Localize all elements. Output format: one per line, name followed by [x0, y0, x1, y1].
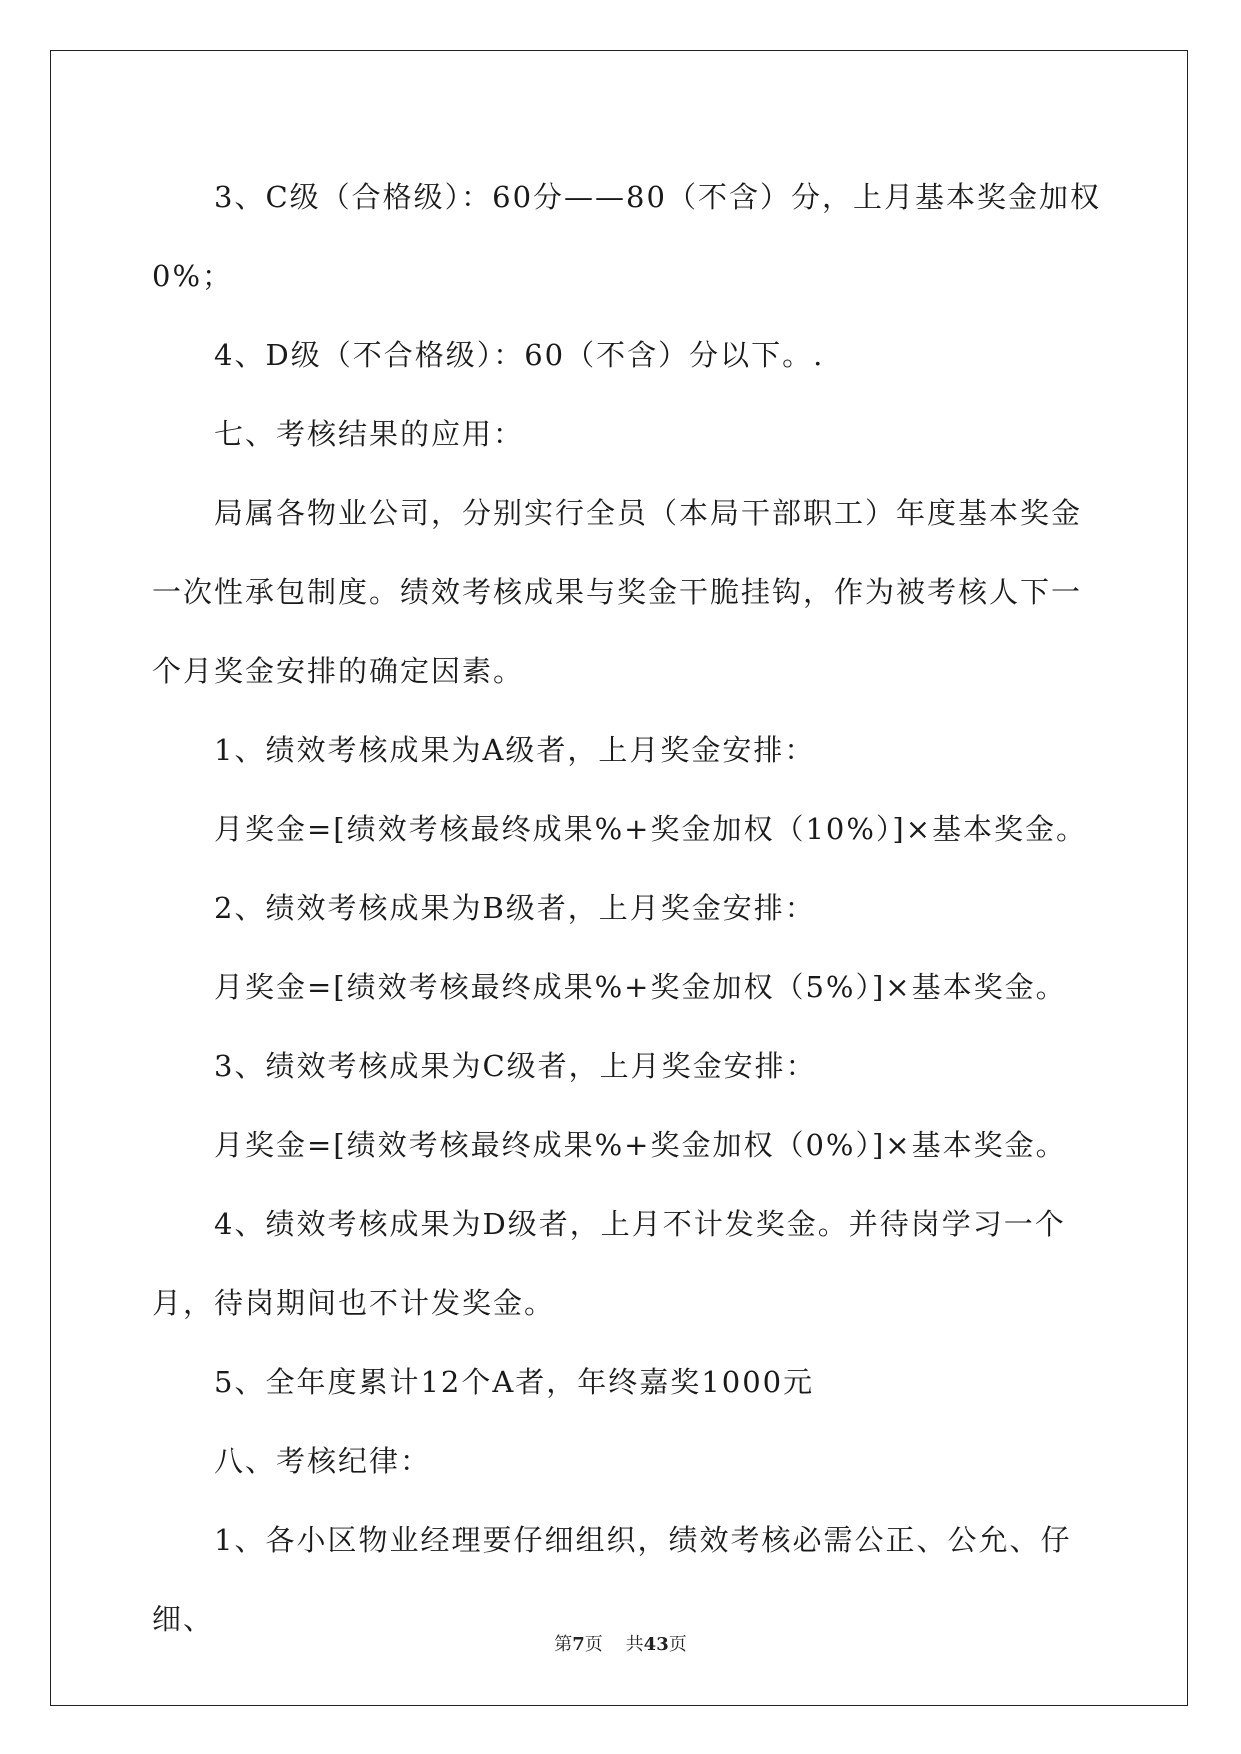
paragraph-annual-award: 5、全年度累计12个A者，年终嘉奖1000元	[214, 1365, 815, 1399]
paragraph-grade-d-rule: 4、绩效考核成果为D级者，上月不计发奖金。并待岗学习一个月，待岗期间也不计发奖金。	[152, 1207, 1066, 1320]
paragraph-bonus-policy: 局属各物业公司，分别实行全员（本局干部职工）年度基本奖金一次性承包制度。绩效考核成果与奖金干脆挂钩，作为被考核人下一个月奖金安排的确定因素。	[152, 496, 1083, 688]
paragraph-grade-c-rule: 3、绩效考核成果为C级者，上月奖金安排：	[214, 1049, 817, 1083]
page-footer	[0, 1630, 1241, 1656]
formula-grade-b: 月奖金=[绩效考核最终成果%+奖金加权（5%）]×基本奖金。	[214, 970, 1067, 1004]
paragraph-grade-a-rule: 1、绩效考核成果为A级者，上月奖金安排：	[214, 733, 816, 767]
section-heading-results-application: 七、考核结果的应用：	[214, 417, 525, 451]
page-label-suffix: 页	[584, 1634, 603, 1655]
document-body	[152, 158, 1102, 1659]
total-label-prefix: 共	[625, 1634, 644, 1655]
page-label-prefix: 第	[554, 1634, 573, 1655]
page-number-total: 43	[643, 1634, 669, 1655]
paragraph-discipline-1: 1、各小区物业经理要仔细组织，绩效考核必需公正、公允、仔细、	[152, 1523, 1072, 1636]
paragraph-grade-d: 4、D级（不合格级）：60（不含）分以下。.	[214, 338, 825, 372]
formula-grade-a: 月奖金=[绩效考核最终成果%+奖金加权（10%）]×基本奖金。	[214, 812, 1088, 846]
section-heading-discipline: 八、考核纪律：	[214, 1444, 432, 1478]
paragraph-grade-b-rule: 2、绩效考核成果为B级者，上月奖金安排：	[214, 891, 816, 925]
total-label-suffix: 页	[668, 1634, 687, 1655]
page-number-current: 7	[572, 1634, 585, 1655]
formula-grade-c: 月奖金=[绩效考核最终成果%+奖金加权（0%）]×基本奖金。	[214, 1128, 1067, 1162]
paragraph-grade-c: 3、C级（合格级）：60分——80（不含）分，上月基本奖金加权0%；	[152, 180, 1101, 293]
